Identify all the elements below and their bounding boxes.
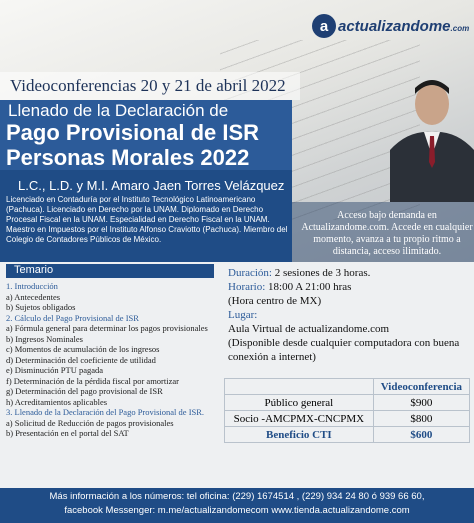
- table-row: [225, 411, 470, 427]
- horario-value: 18:00 A 21:00 hras: [268, 281, 352, 293]
- footer-contact-links[interactable]: facebook Messenger: m.me/actualizandomecom www.tienda.actualizandome.com: [64, 505, 410, 516]
- pricing-header: Videoconferencia: [373, 379, 469, 395]
- price-label: Socio -AMCPMX-CNCPMX: [225, 411, 374, 427]
- price-label: Público general: [225, 395, 374, 411]
- duracion-value: 2 sesiones de 3 horas.: [274, 267, 371, 279]
- list-item: h) Acreditamientos aplicables: [6, 396, 108, 407]
- list-item: a) Solicitud de Reducción de pagos provisionales: [6, 417, 174, 428]
- duracion-label: Duración:: [228, 267, 272, 279]
- price-value: $600: [373, 427, 469, 443]
- lugar-label: Lugar:: [228, 309, 258, 321]
- horario-zone: (Hora centro de MX): [228, 295, 322, 307]
- temario-list: [6, 281, 218, 439]
- pricing-corner: [225, 379, 374, 395]
- logo-mark-icon: a: [312, 14, 336, 38]
- duracion-row: [228, 266, 468, 280]
- list-item: b) Ingresos Nominales: [6, 333, 83, 344]
- list-item: 2. Cálculo del Pago Provisional de ISR: [6, 312, 139, 323]
- list-item: 1. Introducción: [6, 281, 58, 291]
- price-value: $800: [373, 411, 469, 427]
- speaker-photo: [390, 72, 474, 202]
- table-row: [225, 395, 470, 411]
- list-item: 3. Llenado de la Declaración del Pago Provisional de ISR.: [6, 407, 205, 417]
- list-item: b) Presentación en el portal del SAT: [6, 428, 129, 438]
- list-item: f) Determinación de la pérdida fiscal por amortizar: [6, 375, 179, 386]
- price-label: Beneficio CTI: [225, 427, 374, 443]
- pricing-table: [224, 378, 470, 443]
- list-item: d) Determinación del coeficiente de utilidad: [6, 354, 156, 365]
- list-item: a) Antecedentes: [6, 291, 61, 302]
- title-line-3: Personas Morales 2022: [6, 145, 250, 170]
- temario-label: Temario: [14, 264, 54, 276]
- list-item: e) Disminución PTU pagada: [6, 365, 104, 375]
- title-line-2: Pago Provisional de ISR: [6, 120, 260, 145]
- list-item: a) Fórmula general para determinar los pagos provisionales: [6, 323, 208, 333]
- access-description: Acceso bajo demanda en Actualizandome.com. Accede en cualquier momento, avanza a tu propio ritmo a distancia, acceso ilimitado.: [301, 210, 473, 257]
- list-item: c) Momentos de acumulación de los ingresos: [6, 344, 160, 354]
- horario-label: Horario:: [228, 281, 266, 293]
- lugar-note: (Disponible desde cualquier computadora con buena conexión a internet): [228, 337, 460, 363]
- horario-row: [228, 280, 468, 294]
- lugar-value: Aula Virtual de actualizandome.com: [228, 323, 390, 335]
- title-line-1: Llenado de la Declaración de: [8, 101, 229, 120]
- table-row: [225, 379, 470, 395]
- list-item: g) Determinación del pago provisional de ISR: [6, 386, 163, 396]
- brand-name: actualizandome.com: [338, 17, 470, 35]
- table-row: [225, 427, 470, 443]
- footer-contact-phones: Más información a los números: tel oficina: (229) 1674514 , (229) 934 24 80 ó 939 66 60,: [49, 491, 425, 502]
- price-value: $900: [373, 395, 469, 411]
- event-details: [228, 266, 468, 364]
- list-item: b) Sujetos obligados: [6, 302, 76, 312]
- speaker-name: L.C., L.D. y M.I. Amaro Jaen Torres Velázquez: [18, 178, 285, 193]
- event-dates: Videoconferencias 20 y 21 de abril 2022: [10, 76, 286, 95]
- brand-logo[interactable]: [312, 14, 469, 38]
- speaker-bio: Licenciado en Contaduría por el Instituto Tecnológico Latinoamericano (Pachuca). Licenciado en Derecho por la UNAM. Diplomado en Derecho Procesal Fiscal en la UNAM. Especialidad en Derecho Fiscal en la UNAM. Maestro en Impuestos por el Instituto Alfonso Craviotto (Pachuca). Miembro del Colegio de Contadores Públicos de México.: [6, 195, 288, 244]
